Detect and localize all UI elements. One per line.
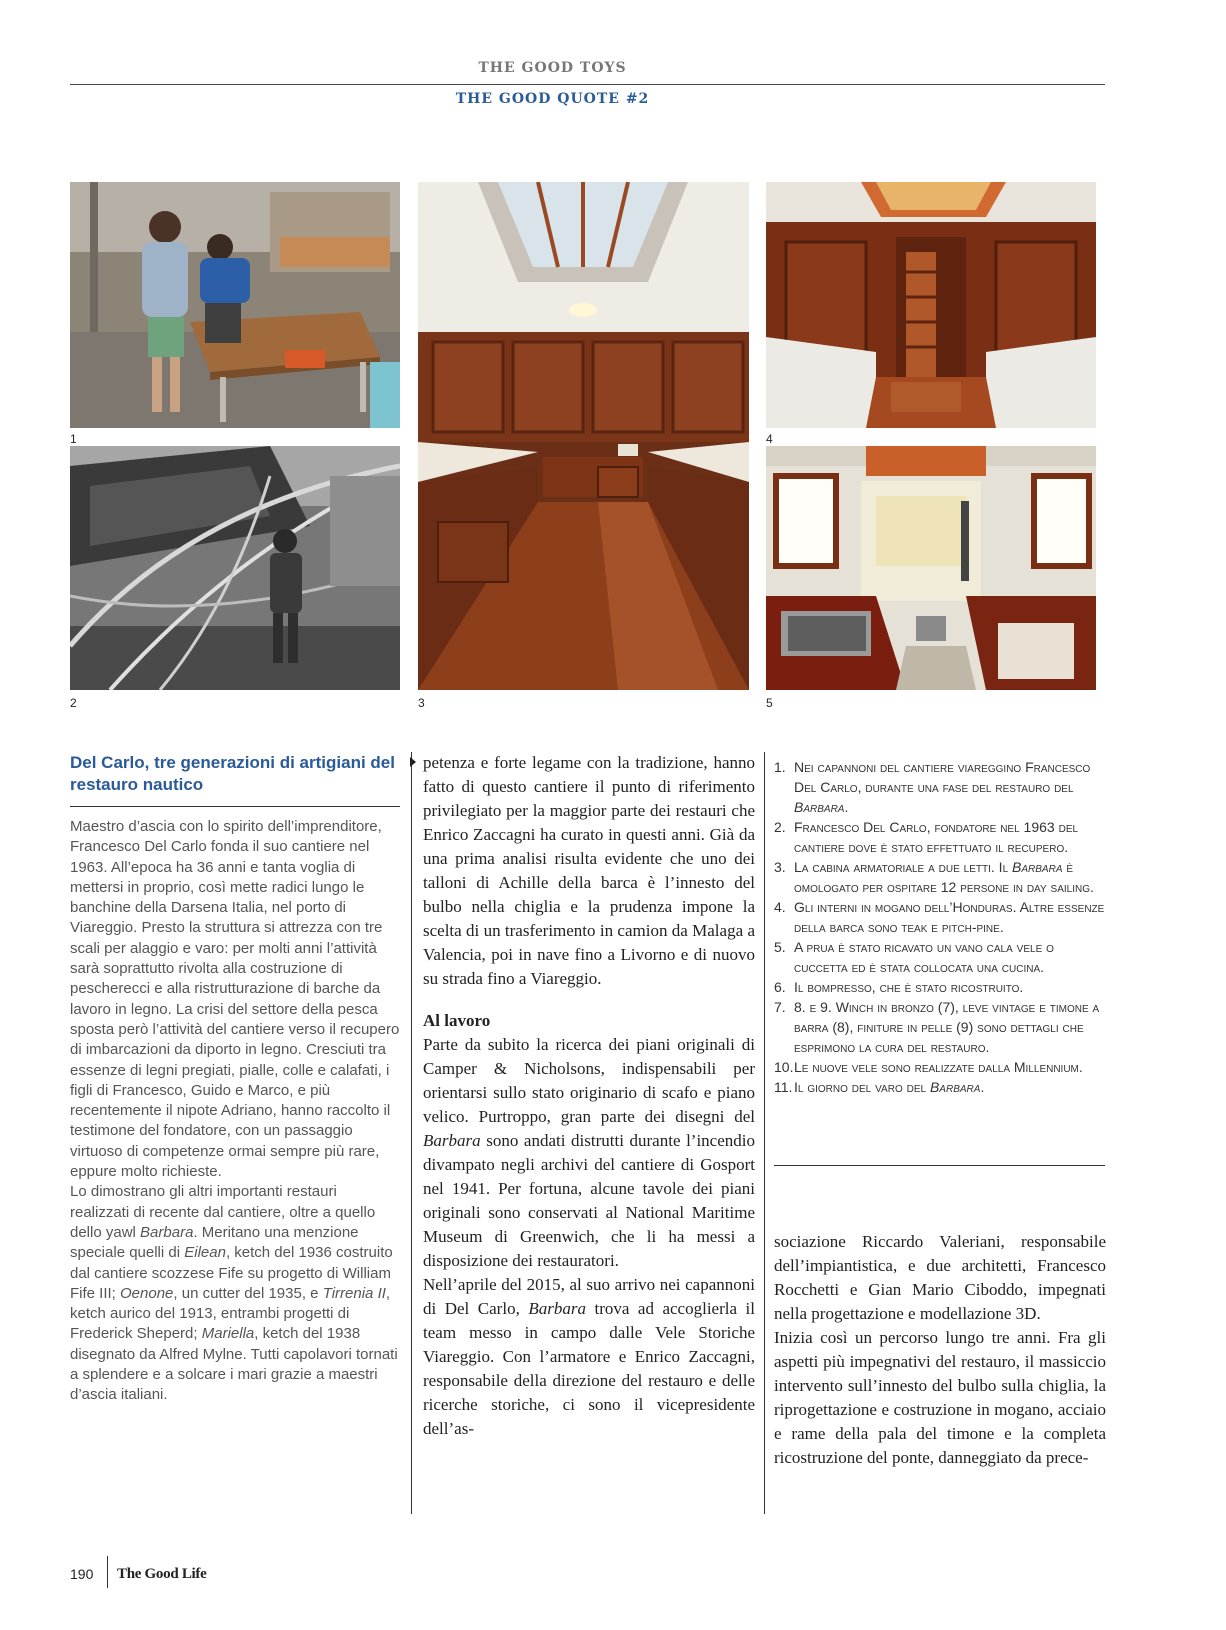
magazine-name: The Good Life xyxy=(117,1566,207,1582)
captions-rule xyxy=(774,1165,1105,1166)
caption-item: 4. Gli interni in mogano dell’Honduras. Altre essenze della barca sono teak e pitch-pine. xyxy=(774,899,1105,935)
section-header: THE GOOD TOYS xyxy=(478,60,627,76)
article-paragraph-1: petenza e forte legame con la tradizione, hanno fatto di questo cantiere il punto di riferimento privilegiato per la maggior parte dei restauri che Enrico Zaccagni ha curato in questi anni. Già da una prima analisi risulta evidente che uno dei talloni di Achille della barca è l’innesto del bulbo nella chiglia e la prudenza impone la scelta di un trasferimento in camion da Malaga a Valencia, poi in nave fino a Livorno e di nuovo su strada fino a Viareggio. xyxy=(423,753,755,988)
caption-item: 3. La cabina armatoriale a due letti. Il Barbara è omologato per ospitare 12 persone in day sailing. xyxy=(774,859,1094,895)
column-rule-2 xyxy=(764,752,765,1514)
article-paragraph-4: sociazione Riccardo Valeriani, responsabile dell’impiantistica, e due architetti, Francesco Rocchetti e Gian Mario Ciboddo, impegnati nella progettazione e modellazione 3D. xyxy=(774,1232,1106,1323)
photo-cabin xyxy=(418,182,749,690)
photo-number-5: 5 xyxy=(766,696,773,710)
sidebar-paragraph-1: Maestro d’ascia con lo spirito dell’imprenditore, Francesco Del Carlo fonda il suo cantiere nel 1963. All’epoca ha 36 anni e tanta voglia di mettersi in proprio, così mette radici lungo le banchine della Darsena Italia, nel porto di Viareggio. Presto la struttura si attrezza con tre scali per alaggio e varo: per molti anni l’attività sarà soprattutto rivolta alla costruzione di pescherecci e alla ristrutturazione di barche da lavoro in legno. La crisi del settore della pesca sposta però l’attività del cantiere verso il recupero di imbarcazioni da diporto in legno. Cresciuti tra essenze di legni pregiati, pialle, colle e calafati, i figli di Francesco, Guido e Marco, e più recentemente il nipote Adriano, hanno raccolto il testimone del fondatore, con un passaggio virtuoso di competenze ormai sempre più rare, eppure molto richieste. xyxy=(70,818,400,1181)
article-paragraph-5: Inizia così un percorso lungo tre anni. Fra gli aspetti più impegnativi del restauro, il massiccio intervento sull’innesto del bulbo sulla chiglia, la riprogettazione e costruzione in mogano, acciaio e rame della pala del timone e la completa ricostruzione del ponte, danneggiato da prece- xyxy=(774,1328,1106,1467)
article-paragraph-2: Parte da subito la ricerca dei piani originali di Camper & Nicholsons, indispensabili per orientarsi sullo stato originario di scafo e piano velico. Purtroppo, gran parte dei disegni del Barbara sono andati distrutti durante l’incendio divampato negli archivi del cantiere di Gosport nel 1941. Per fortuna, alcune tavole dei piani originali sono conservati al National Maritime Museum di Greenwich, che li ha messi a disposizione dei restauratori. xyxy=(423,1035,755,1270)
continuation-arrow xyxy=(410,757,416,767)
article-column-3 xyxy=(774,1230,1106,1470)
caption-item: 6. Il bompresso, che è stato ricostruito. xyxy=(774,979,1024,995)
photo-interior xyxy=(766,182,1096,428)
caption-item: 10. Le nuove vele sono realizzate dalla Millennium. xyxy=(774,1059,1083,1075)
page-number: 190 xyxy=(70,1566,94,1582)
caption-item: 5. A prua è stato ricavato un vano cala vele o cuccetta ed è stata collocata una cucina. xyxy=(774,939,1054,975)
sidebar-title: Del Carlo, tre generazioni di artigiani del restauro nautico xyxy=(70,753,395,794)
article-column-2 xyxy=(423,751,755,1441)
subsection-header: THE GOOD QUOTE #2 xyxy=(455,91,650,107)
sidebar-paragraph-2: Lo dimostrano gli altri importanti restauri realizzati di recente dal cantiere, oltre a quello dello yawl Barbara. Meritano una menzione speciale quelli di Eilean, ketch del 1936 costruito dal cantiere scozzese Fife su progetto di William Fife III; Oenone, un cutter del 1935, e Tirrenia II, ketch aurico del 1913, entrambi progetti di Frederick Sheperd; Mariella, ketch del 1938 disegnato da Alfred Mylne. Tutti capolavori tornati a splendere e a solcare i mari grazie a maestri d’ascia italiani. xyxy=(70,1183,398,1404)
caption-item: 1. Nei capannoni del cantiere viareggino Francesco Del Carlo, durante una fase del restauro del Barbara. xyxy=(774,759,1091,815)
photo-number-2: 2 xyxy=(70,696,77,710)
article-subheading: Al lavoro xyxy=(423,1011,491,1030)
photo-founder xyxy=(70,446,400,690)
photo-number-4: 4 xyxy=(766,432,773,446)
caption-item: 11. Il giorno del varo del Barbara. xyxy=(774,1079,985,1095)
footer-divider xyxy=(107,1556,108,1588)
caption-item: 7. 8. e 9. Winch in bronzo (7), leve vintage e timone a barra (8), finiture in pelle (9) sono dettagli che esprimono la cura del restauro. xyxy=(774,999,1100,1055)
photo-number-3: 3 xyxy=(418,696,425,710)
photo-captions xyxy=(774,757,1106,1097)
column-rule-1 xyxy=(411,752,412,1514)
photo-galley xyxy=(766,446,1096,690)
photo-number-1: 1 xyxy=(70,432,77,446)
header-rule xyxy=(70,84,1105,85)
sidebar-body xyxy=(70,817,400,1406)
article-paragraph-3: Nell’aprile del 2015, al suo arrivo nei capannoni di Del Carlo, Barbara trova ad accoglierla il team messo in campo dalle Vele Storiche Viareggio. Con l’armatore e Enrico Zaccagni, responsabile della direzione del restauro e delle ricerche storiche, ci sono il vicepresidente dell’as- xyxy=(423,1275,755,1438)
sidebar-rule xyxy=(70,806,400,807)
sidebar-box xyxy=(70,752,400,1406)
photo-workshop xyxy=(70,182,400,428)
caption-item: 2. Francesco Del Carlo, fondatore nel 1963 del cantiere dove è stato effettuato il recupero. xyxy=(774,819,1079,855)
